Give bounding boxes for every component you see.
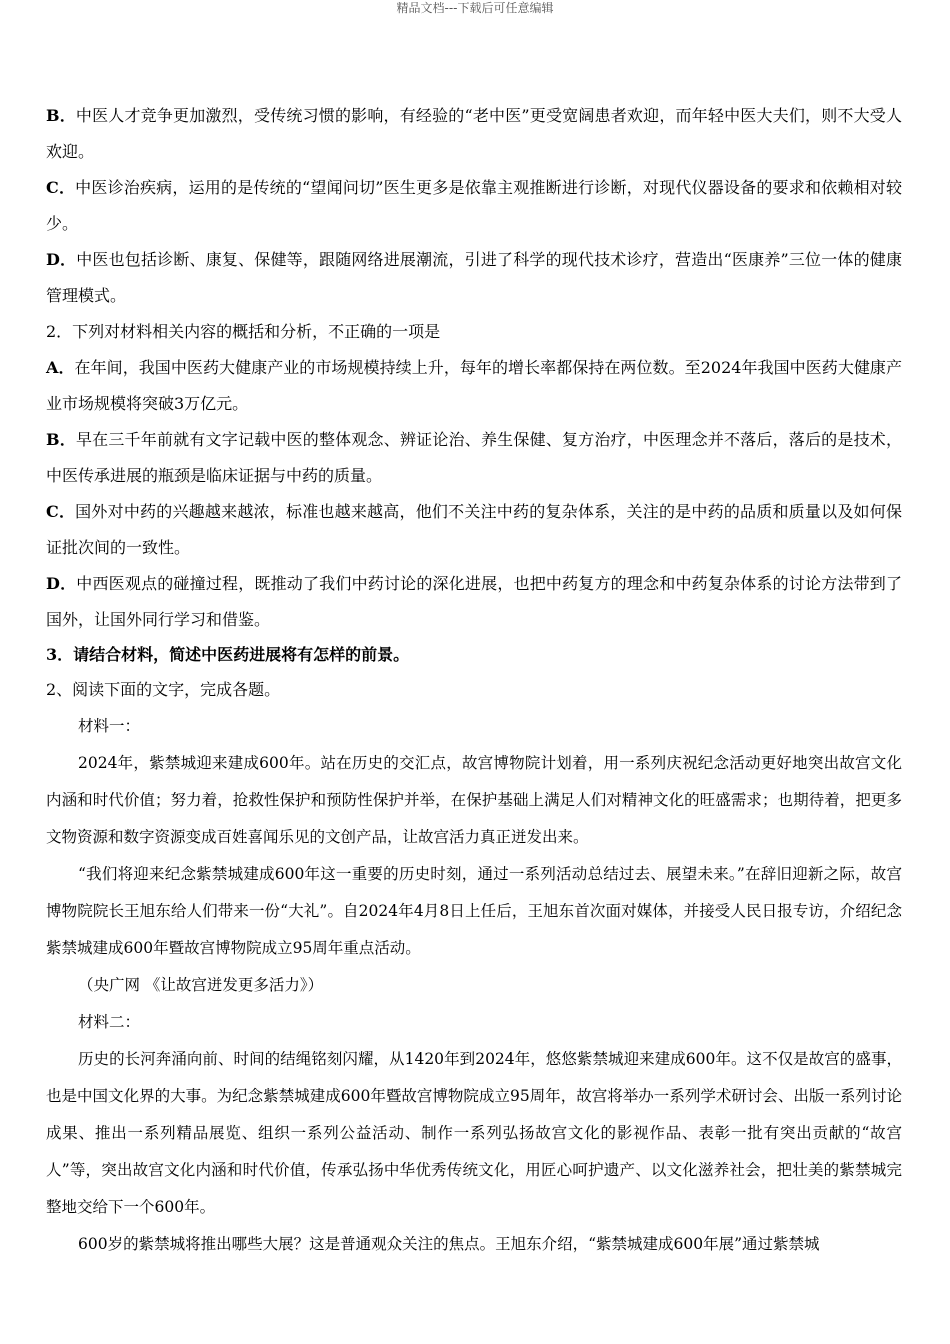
option-label: B． (46, 430, 76, 449)
option-label: C． (46, 502, 76, 521)
section-2-title: 2、阅读下面的文字，完成各题。 (46, 680, 281, 699)
option-label: C． (46, 178, 76, 197)
page-header: 精品文档---下载后可任意编辑 (396, 1, 554, 15)
option-text: 在年间，我国中医药大健康产业的市场规模持续上升，每年的增长率都保持在两位数。至2024年我国中医药大健康产业市场规模将突破3万亿元。 (46, 358, 902, 413)
material-2-title: 材料二： (78, 1013, 141, 1031)
option-label: A． (46, 358, 75, 377)
option-label: D． (46, 250, 77, 269)
option-text: 中医人才竞争更加激烈，受传统习惯的影响，有经验的“老中医”更受宽阔患者欢迎，而年轻中医大夫们，则不大受人欢迎。 (46, 106, 902, 161)
document-body (46, 98, 902, 1263)
material-1-paragraph: “我们将迎来纪念紫禁城建成600年这一重要的历史时刻，通过一系列活动总结过去、展望未来。”在辞旧迎新之际，故宫博物院院长王旭东给人们带来一份“大礼”。自2024年4月8日上任后，王旭东首次面对媒体，并接受人民日报专访，介绍纪念紫禁城建成600年暨故宫博物院成立95周年重点活动。 (46, 865, 902, 957)
material-1-title: 材料一： (78, 717, 141, 735)
material-2-paragraph: 600岁的紫禁城将推出哪些大展？这是普通观众关注的焦点。王旭东介绍，“紫禁城建成600年展”通过紫禁城 (78, 1235, 820, 1253)
option-text: 中医诊治疾病，运用的是传统的“望闻问切”医生更多是依靠主观推断进行诊断，对现代仪器设备的要求和依赖相对较少。 (46, 178, 902, 233)
option-text: 早在三千年前就有文字记载中医的整体观念、辨证论治、养生保健、复方治疗，中医理念并不落后，落后的是技术，中医传承进展的瓶颈是临床证据与中药的质量。 (46, 430, 902, 485)
q2-stem: 2．下列对材料相关内容的概括和分析，不正确的一项是 (46, 322, 441, 341)
option-label: B． (46, 106, 76, 125)
material-1-source: （央广网 《让故宫迸发更多活力》） (78, 976, 324, 994)
option-text: 中医也包括诊断、康复、保健等，跟随网络进展潮流，引进了科学的现代技术诊疗，营造出“医康养”三位一体的健康管理模式。 (46, 250, 902, 305)
q1-option-b (46, 98, 902, 170)
q2-option-d (46, 566, 902, 638)
material-1-paragraph: 2024年，紫禁城迎来建成600年。站在历史的交汇点，故宫博物院计划着，用一系列庆祝纪念活动更好地突出故宫文化内涵和时代价值；努力着，抢救性保护和预防性保护并举，在保护基础上满足人们对精神文化的旺盛需求；也期待着，把更多文物资源和数字资源变成百姓喜闻乐见的文创产品，让故宫活力真正迸发出来。 (46, 754, 902, 846)
q2-option-b (46, 422, 902, 494)
option-text: 国外对中药的兴趣越来越浓，标准也越来越高，他们不关注中药的复杂体系，关注的是中药的品质和质量以及如何保证批次间的一致性。 (46, 502, 902, 557)
q2-option-a (46, 350, 902, 422)
q2-option-c (46, 494, 902, 566)
q1-option-c (46, 170, 902, 242)
material-2-paragraph: 历史的长河奔涌向前、时间的结绳铭刻闪耀，从1420年到2024年，悠悠紫禁城迎来建成600年。这不仅是故宫的盛事，也是中国文化界的大事。为纪念紫禁城建成600年暨故宫博物院成立95周年，故宫将举办一系列学术研讨会、出版一系列讨论成果、推出一系列精品展览、组织一系列公益活动、制作一系列弘扬故宫文化的影视作品、表彰一批有突出贡献的“故宫人”等，突出故宫文化内涵和时代价值，传承弘扬中华优秀传统文化，用匠心呵护遗产、以文化滋养社会，把壮美的紫禁城完整地交给下一个600年。 (46, 1050, 902, 1216)
option-label: D． (46, 574, 77, 593)
q1-option-d (46, 242, 902, 314)
q3-question: 3．请结合材料，简述中医药进展将有怎样的前景。 (46, 645, 410, 664)
option-text: 中西医观点的碰撞过程，既推动了我们中药讨论的深化进展，也把中药复方的理念和中药复杂体系的讨论方法带到了国外，让国外同行学习和借鉴。 (46, 574, 902, 629)
